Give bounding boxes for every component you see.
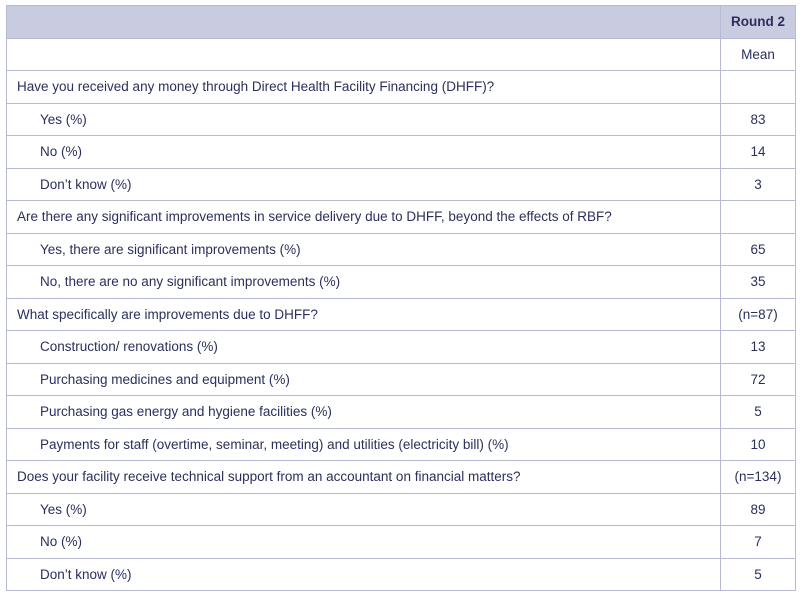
table-row xyxy=(7,526,796,559)
row-label: What specifically are improvements due to DHFF? xyxy=(7,298,721,331)
row-label: Have you received any money through Direct Health Facility Financing (DHFF)? xyxy=(7,71,721,104)
table-row xyxy=(7,201,796,234)
row-label: Don’t know (%) xyxy=(7,168,721,201)
table-row xyxy=(7,298,796,331)
row-label: Does your facility receive technical support from an accountant on financial matters? xyxy=(7,461,721,494)
table-row xyxy=(7,103,796,136)
row-value: 7 xyxy=(721,526,796,559)
row-value: 14 xyxy=(721,136,796,169)
subheader-row xyxy=(7,38,796,71)
row-label: Are there any significant improvements in service delivery due to DHFF, beyond the effects of RBF? xyxy=(7,201,721,234)
row-value: 89 xyxy=(721,493,796,526)
table-row xyxy=(7,233,796,266)
row-value: 35 xyxy=(721,266,796,299)
subheader-blank-cell xyxy=(7,38,721,71)
survey-results-table xyxy=(6,5,796,591)
row-value: 3 xyxy=(721,168,796,201)
table-row xyxy=(7,331,796,364)
row-value xyxy=(721,201,796,234)
table-row xyxy=(7,363,796,396)
row-label: No (%) xyxy=(7,136,721,169)
table-row xyxy=(7,266,796,299)
row-label: Yes (%) xyxy=(7,103,721,136)
table-row xyxy=(7,136,796,169)
row-label: Purchasing gas energy and hygiene facilities (%) xyxy=(7,396,721,429)
table-row xyxy=(7,71,796,104)
table-row xyxy=(7,493,796,526)
row-value: 5 xyxy=(721,396,796,429)
row-value: 65 xyxy=(721,233,796,266)
table-row xyxy=(7,461,796,494)
row-value: (n=134) xyxy=(721,461,796,494)
row-value: 10 xyxy=(721,428,796,461)
row-label: Yes, there are significant improvements (%) xyxy=(7,233,721,266)
table-row xyxy=(7,396,796,429)
header-row xyxy=(7,6,796,39)
mean-header: Mean xyxy=(721,38,796,71)
table-container xyxy=(6,5,796,591)
row-value: 5 xyxy=(721,558,796,591)
row-value: 72 xyxy=(721,363,796,396)
row-label: No, there are no any significant improvements (%) xyxy=(7,266,721,299)
row-label: Payments for staff (overtime, seminar, meeting) and utilities (electricity bill) (%) xyxy=(7,428,721,461)
table-row xyxy=(7,428,796,461)
row-value: (n=87) xyxy=(721,298,796,331)
row-value xyxy=(721,71,796,104)
row-label: Don’t know (%) xyxy=(7,558,721,591)
row-label: Construction/ renovations (%) xyxy=(7,331,721,364)
row-value: 13 xyxy=(721,331,796,364)
row-value: 83 xyxy=(721,103,796,136)
row-label: Yes (%) xyxy=(7,493,721,526)
table-row xyxy=(7,168,796,201)
table-row xyxy=(7,558,796,591)
header-blank-cell xyxy=(7,6,721,39)
round-header: Round 2 xyxy=(721,6,796,39)
row-label: No (%) xyxy=(7,526,721,559)
row-label: Purchasing medicines and equipment (%) xyxy=(7,363,721,396)
